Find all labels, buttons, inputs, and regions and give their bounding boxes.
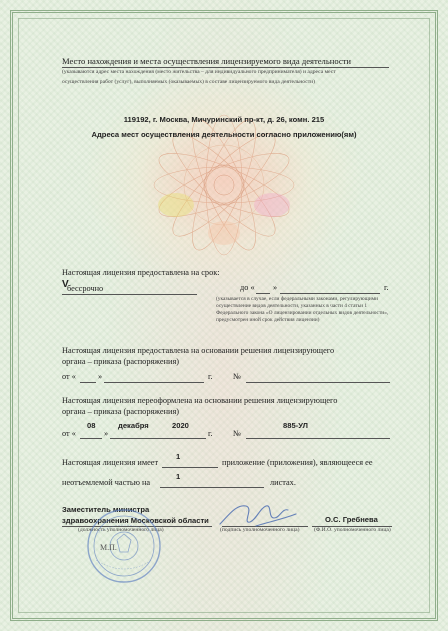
term-note: (указывается в случае, если федеральными законами, регулирующими осуществление видов деятельности, указанных в части 4 статьи 1 Федерального закона «О лицензировании отдельных видов деятельности», предусмотрен иной срок действия лицензии) bbox=[216, 296, 389, 323]
handwritten-signature bbox=[216, 496, 302, 532]
appendix-count-line bbox=[162, 467, 218, 468]
address-text: 119192, г. Москва, Мичуринский пр-кт, д. 26, комн. 215 bbox=[123, 115, 325, 124]
term-until-year-suffix: г. bbox=[384, 283, 389, 292]
appendix-sheets-suffix: листах. bbox=[270, 478, 296, 487]
basis-year-suffix: г. bbox=[208, 372, 213, 381]
official-seal-stamp bbox=[84, 506, 164, 586]
reissue-year: 2020 bbox=[172, 421, 189, 430]
reissue-day: 08 bbox=[87, 421, 96, 430]
basis-number-line bbox=[246, 382, 390, 383]
term-underline bbox=[62, 294, 197, 295]
reissue-day-line bbox=[80, 438, 102, 439]
signer-position-line-1: Заместитель министра bbox=[62, 505, 150, 514]
term-value: бессрочно bbox=[67, 284, 104, 293]
basis-line-1: Настоящая лицензия предоставлена на основании решения лицензирующего bbox=[62, 346, 335, 355]
appendix-has-suffix: приложение (приложения), являющееся ее bbox=[222, 458, 373, 467]
location-note-2: осуществления работ (услуг), выполняемых (оказываемых) в составе лицензируемого вида деятельности) bbox=[62, 79, 316, 85]
appendix-has-label: Настоящая лицензия имеет bbox=[62, 458, 159, 467]
stamp-label: М.П. bbox=[100, 543, 117, 552]
reissue-year-suffix: г. bbox=[208, 429, 213, 438]
location-title: Место нахождения и места осуществления лицензируемого вида деятельности bbox=[62, 56, 352, 66]
term-until-close: » bbox=[273, 283, 278, 292]
address-extra-text: Адреса мест осуществления деятельности согласно приложению(ям) bbox=[91, 130, 357, 139]
reissue-line-1: Настоящая лицензия переоформлена на основании решения лицензирующего bbox=[62, 396, 338, 405]
reissue-from-label: от « bbox=[62, 429, 76, 438]
appendix-count: 1 bbox=[176, 452, 181, 461]
appendix-sheets: 1 bbox=[176, 472, 181, 481]
term-until-month-line bbox=[280, 293, 380, 294]
appendix-sheets-line bbox=[160, 487, 264, 488]
reissue-from-close: » bbox=[104, 429, 109, 438]
appendix-part-label: неотъемлемой частью на bbox=[62, 478, 151, 487]
signer-position-line-2: здравоохранения Московской области bbox=[62, 516, 209, 525]
term-until-label: до « bbox=[240, 283, 255, 292]
term-label: Настоящая лицензия предоставлена на срок: bbox=[62, 268, 220, 277]
signature-note: (подпись уполномоченного лица) bbox=[220, 527, 300, 533]
basis-day-line bbox=[80, 382, 96, 383]
reissue-month: декабря bbox=[118, 421, 149, 430]
location-note-1: (указываются адрес места нахождения (место жительства – для индивидуального предпринимателя) и адреса мест bbox=[62, 69, 336, 75]
basis-line-2: органа – приказа (распоряжения) bbox=[62, 357, 180, 366]
basis-from-close: » bbox=[98, 372, 103, 381]
reissue-number-line bbox=[246, 438, 390, 439]
basis-number-label: № bbox=[233, 372, 241, 381]
location-title-underline bbox=[62, 67, 389, 68]
reissue-line-2: органа – приказа (распоряжения) bbox=[62, 407, 180, 416]
term-checkmark: V bbox=[62, 279, 69, 290]
signer-name: О.С. Гребнева bbox=[325, 515, 378, 524]
reissue-month-line bbox=[110, 438, 206, 439]
reissue-number-label: № bbox=[233, 429, 241, 438]
basis-from-label: от « bbox=[62, 372, 76, 381]
basis-month-line bbox=[104, 382, 204, 383]
signer-position-note: (должность уполномоченного лица) bbox=[78, 527, 164, 533]
reissue-number: 885-УЛ bbox=[283, 421, 308, 430]
signer-name-note: (Ф.И.О. уполномоченного лица) bbox=[314, 527, 391, 533]
term-until-day-line bbox=[256, 293, 270, 294]
